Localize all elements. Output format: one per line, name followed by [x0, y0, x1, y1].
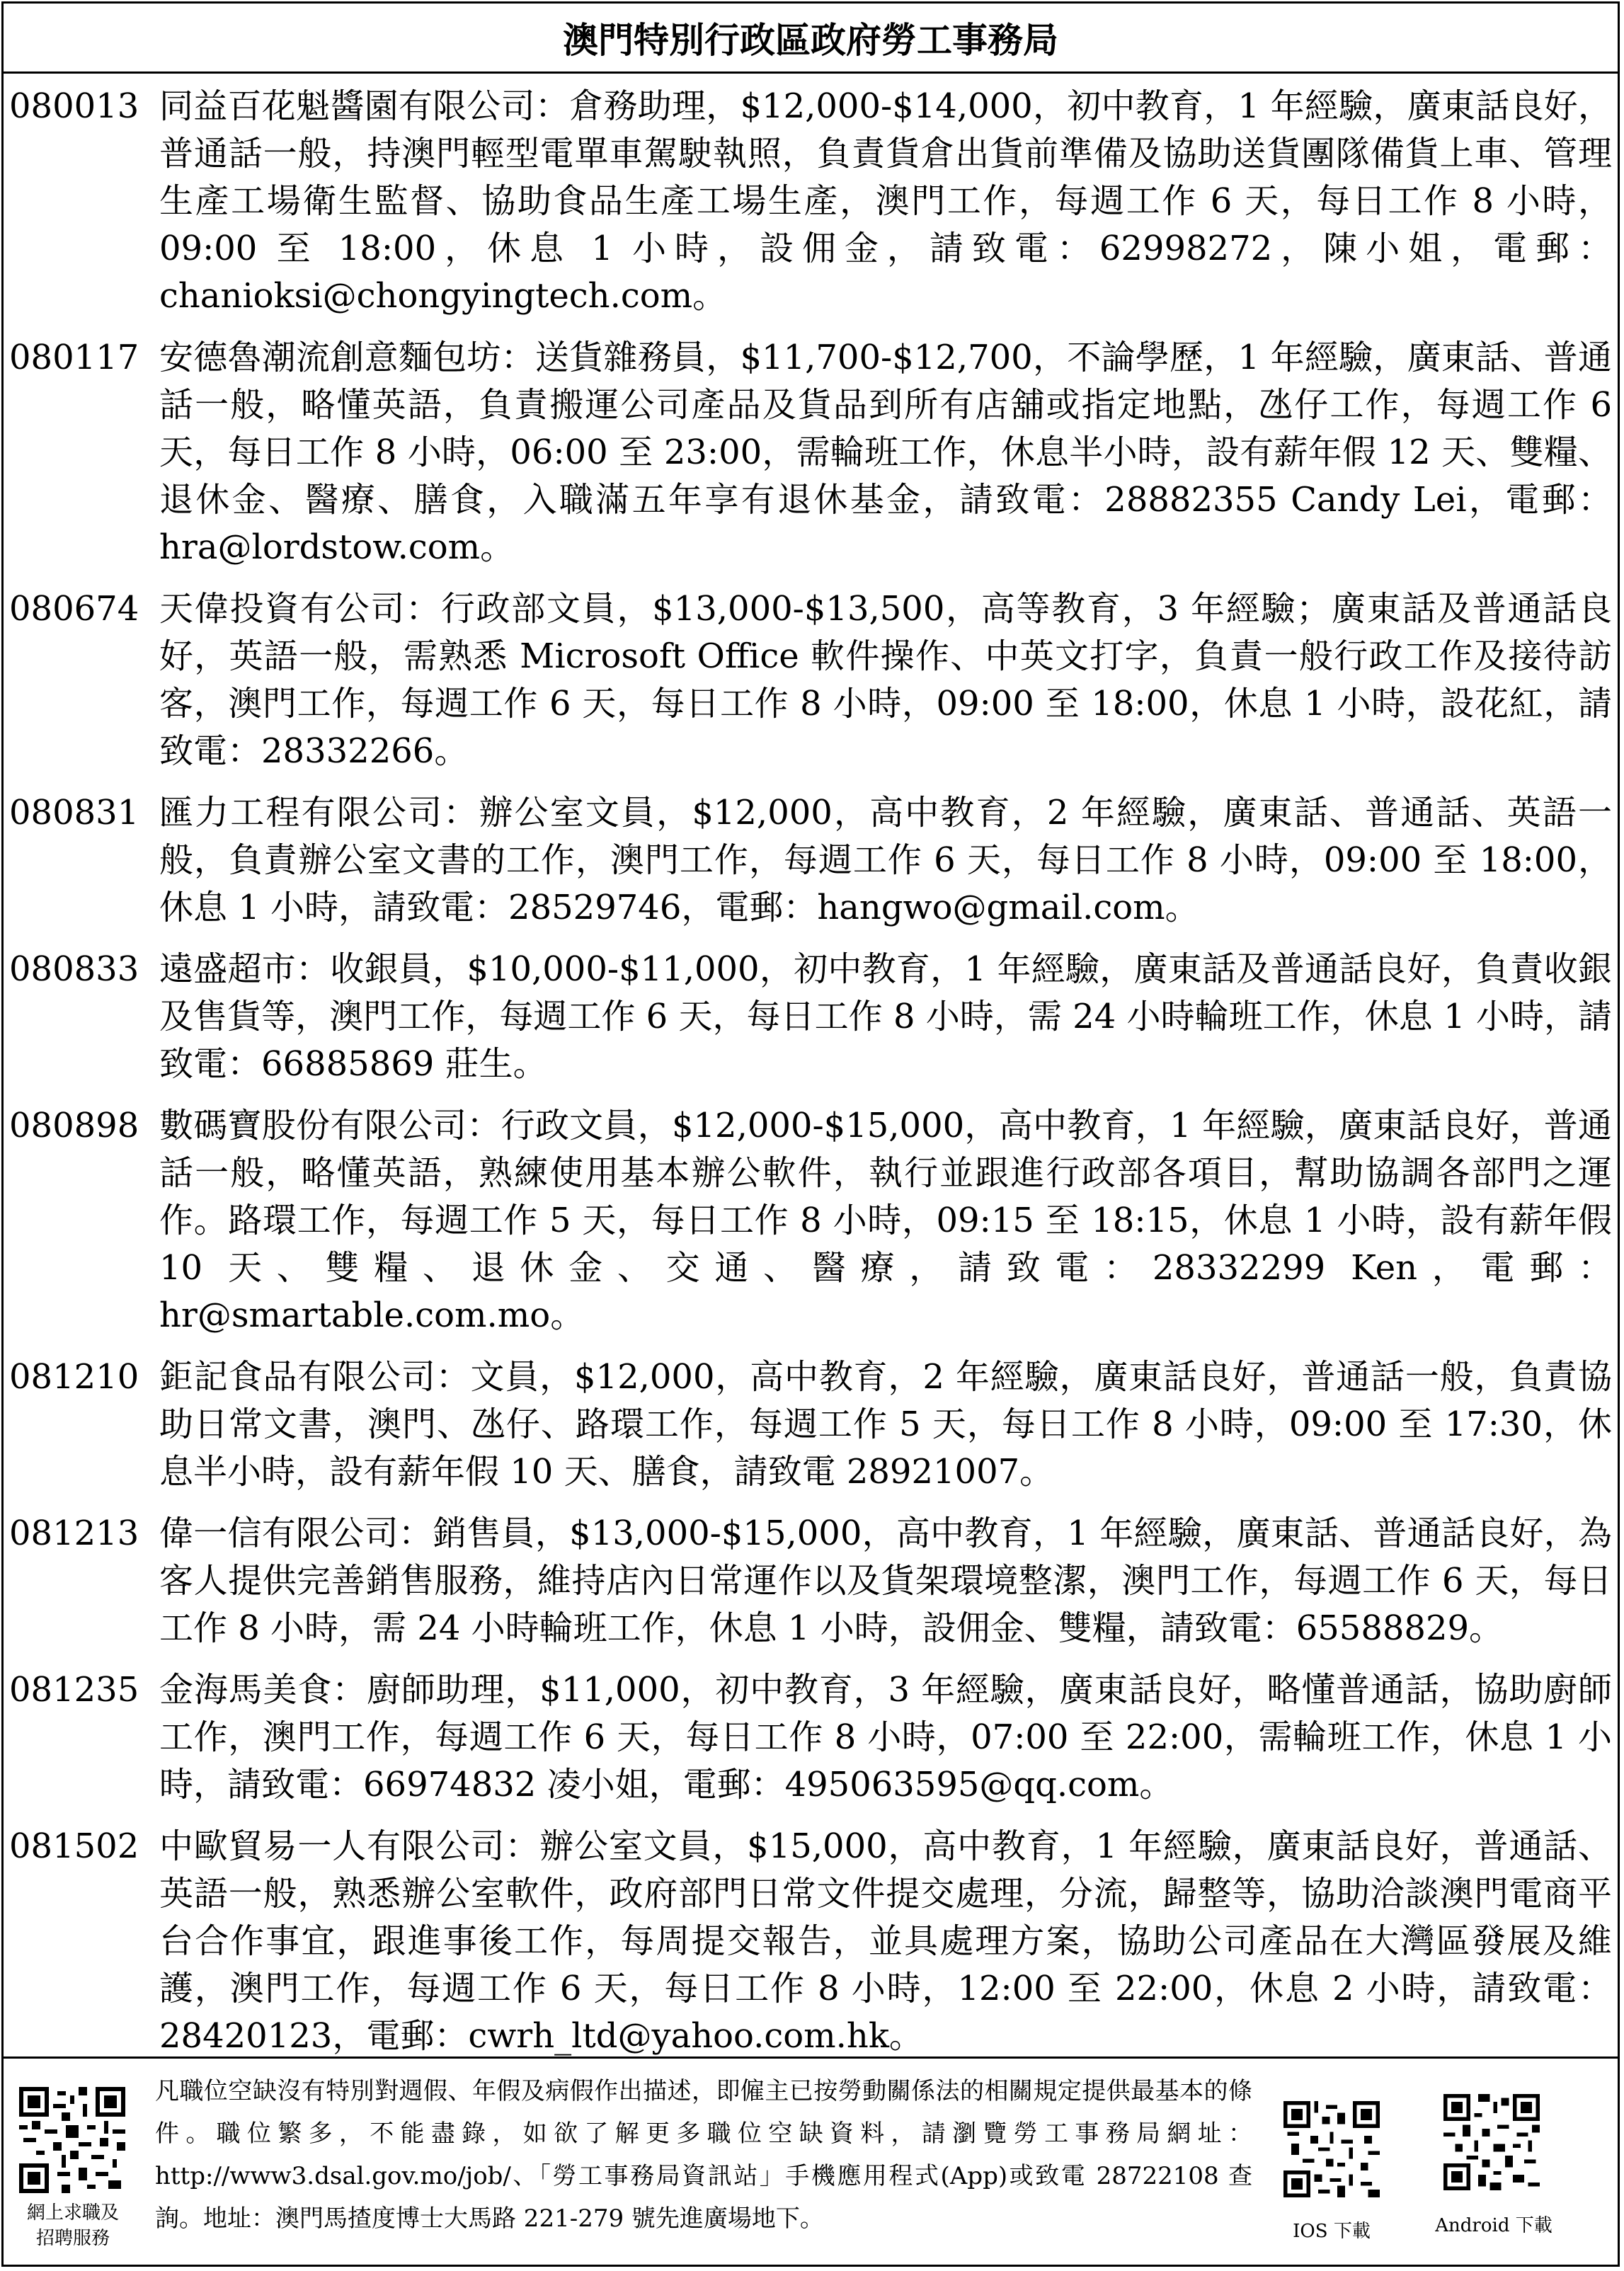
job-description: 安德魯潮流創意麵包坊：送貨雜務員，$11,700-$12,700，不論學歷，1 年經驗，廣東話、普通話一般，略懂英語，負責搬運公司產品及貨品到所有店舖或指定地點，氹仔工作，每週工作 6 天，每日工作 8 小時，06:00 至 23:00，需輪班工作，休息半小時，設有薪年假 12 天、雙糧、退休金、醫療、膳食，入職滿五年享有退休基金，請致電：28882355 Candy Lei，電郵：hra@lordstow.com。 — [159, 338, 1612, 567]
job-description: 匯力工程有限公司：辦公室文員，$12,000，高中教育，2 年經驗，廣東話、普通話、英語一般，負責辦公室文書的工作，澳門工作，每週工作 6 天，每日工作 8 小時，09:00 至 18:00，休息 1 小時，請致電：28529746，電郵：hangwo@gmail.com。 — [159, 793, 1612, 927]
job-code: 080117 — [9, 338, 139, 377]
job-entry — [4, 1102, 1618, 1339]
footer — [4, 2057, 1618, 2267]
job-list — [4, 83, 1618, 2074]
job-code: 080833 — [9, 949, 139, 989]
android-download-label: Android 下載 — [1435, 2215, 1552, 2236]
job-code: 080898 — [9, 1106, 139, 1145]
job-entry — [4, 1823, 1618, 2060]
ios-app-qr-code-icon[interactable] — [1283, 2101, 1380, 2197]
footer-notice: 凡職位空缺沒有特別對週假、年假及病假作出描述，即僱主已按勞動關係法的相關規定提供最基本的條件。職位繁多，不能盡錄，如欲了解更多職位空缺資料，請瀏覽勞工事務局網址：http://www3.dsal.gov.mo/job/、「勞工事務局資訊站」手機應用程式(App)或致電 28722108 查詢。地址：澳門馬揸度博士大馬路 221-279 號先進廣場地下。 — [155, 2077, 1252, 2233]
job-entry — [4, 334, 1618, 571]
job-entry — [4, 1510, 1618, 1652]
job-description: 中歐貿易一人有限公司：辦公室文員，$15,000，高中教育，1 年經驗，廣東話良好，普通話、英語一般，熟悉辦公室軟件，政府部門日常文件提交處理，分流，歸整等，協助洽談澳門電商平台合作事宜，跟進事後工作，每周提交報告，並具處理方案，協助公司產品在大灣區發展及維護，澳門工作，每週工作 6 天，每日工作 8 小時，12:00 至 22:00，休息 2 小時，請致電：28420123，電郵：cwrh_ltd@yahoo.com.hk。 — [159, 1826, 1612, 2056]
job-code: 080674 — [9, 589, 139, 629]
job-code: 081210 — [9, 1357, 139, 1397]
job-description: 遠盛超市：收銀員，$10,000-$11,000，初中教育，1 年經驗，廣東話及普通話良好，負責收銀及售貨等，澳門工作，每週工作 6 天，每日工作 8 小時，需 24 小時輪班工作，休息 1 小時，請致電：66885869 莊生。 — [159, 949, 1612, 1084]
job-code: 081502 — [9, 1826, 139, 1866]
job-description: 同益百花魁醬園有限公司：倉務助理，$12,000-$14,000，初中教育，1 年經驗，廣東話良好，普通話一般，持澳門輕型電單車駕駛執照，負責貨倉出貨前準備及協助送貨團隊備貨上車、管理生產工場衛生監督、協助食品生產工場生產，澳門工作，每週工作 6 天，每日工作 8 小時，09:00 至 18:00，休息 1 小時，設佣金，請致電：62998272，陳小姐，電郵：chanioksi@chongyingtech.com。 — [159, 86, 1612, 316]
job-code: 080013 — [9, 86, 139, 126]
job-code: 080831 — [9, 793, 139, 833]
job-entry — [4, 1354, 1618, 1496]
job-service-qr-label — [9, 2200, 137, 2251]
job-entry — [4, 789, 1618, 932]
ios-download-label: IOS 下載 — [1293, 2221, 1371, 2242]
job-code: 081213 — [9, 1514, 139, 1553]
job-notice-frame — [1, 1, 1620, 2267]
job-service-qr-code-icon[interactable] — [19, 2087, 125, 2193]
job-code: 081235 — [9, 1670, 139, 1710]
job-entry — [4, 83, 1618, 320]
job-description: 金海馬美食：廚師助理，$11,000，初中教育，3 年經驗，廣東話良好，略懂普通話，協助廚師工作，澳門工作，每週工作 6 天，每日工作 8 小時，07:00 至 22:00，需輪班工作，休息 1 小時，請致電：66974832 凌小姐，電郵：495063595@qq.com。 — [159, 1670, 1612, 1804]
qr-label-line: 招聘服務 — [35, 2228, 110, 2249]
job-description: 偉一信有限公司：銷售員，$13,000-$15,000，高中教育，1 年經驗，廣東話、普通話良好，為客人提供完善銷售服務，維持店內日常運作以及貨架環境整潔，澳門工作，每週工作 6 天，每日工作 8 小時，需 24 小時輪班工作，休息 1 小時，設佣金、雙糧，請致電：65588829。 — [159, 1514, 1612, 1648]
job-description: 數碼寶股份有限公司：行政文員，$12,000-$15,000，高中教育，1 年經驗，廣東話良好，普通話一般，略懂英語，熟練使用基本辦公軟件，執行並跟進行政部各項目，幫助協調各部門之運作。路環工作，每週工作 5 天，每日工作 8 小時，09:15 至 18:15，休息 1 小時，設有薪年假 10 天、雙糧、退休金、交通、醫療，請致電：28332299 Ken，電郵：hr@smartable.com.mo。 — [159, 1106, 1612, 1335]
job-description: 鉅記食品有限公司：文員，$12,000，高中教育，2 年經驗，廣東話良好，普通話一般，負責協助日常文書，澳門、氹仔、路環工作，每週工作 5 天，每日工作 8 小時，09:00 至 17:30，休息半小時，設有薪年假 10 天、膳食，請致電 28921007。 — [159, 1357, 1612, 1492]
job-entry — [4, 1666, 1618, 1809]
job-description: 天偉投資有公司：行政部文員，$13,000-$13,500，高等教育，3 年經驗；廣東話及普通話良好，英語一般，需熟悉 Microsoft Office 軟件操作、中英文打字，負責一般行政工作及接待訪客，澳門工作，每週工作 6 天，每日工作 8 小時，09:00 至 18:00，休息 1 小時，設花紅，請致電：28332266。 — [159, 589, 1612, 771]
page-title: 澳門特別行政區政府勞工事務局 — [4, 4, 1618, 74]
android-app-qr-code-icon[interactable] — [1443, 2094, 1540, 2190]
job-entry — [4, 585, 1618, 775]
job-entry — [4, 946, 1618, 1088]
qr-label-line: 網上求職及 — [26, 2202, 119, 2224]
